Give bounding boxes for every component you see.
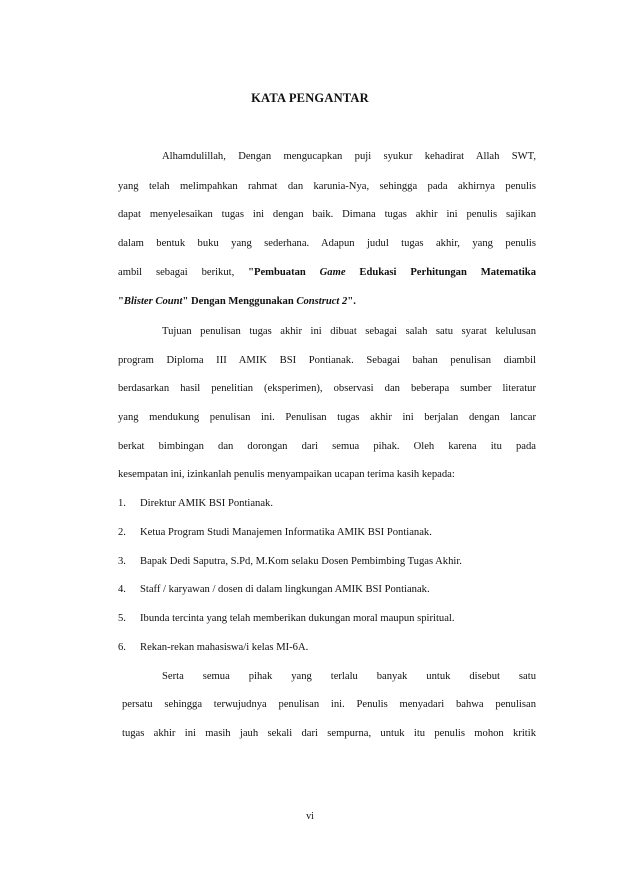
construct-name: Construct 2	[296, 296, 348, 307]
list-item-number: 3.	[118, 556, 126, 567]
list-item-number: 1.	[118, 498, 126, 509]
quote-close: ".	[347, 296, 356, 307]
para2-line-4: yang mendukung penulisan ini. Penulisan tugas akhir ini berjalan dengan lancar	[118, 412, 536, 423]
game-title-part-2: Edukasi Perhitungan Matematika	[345, 267, 536, 278]
page-title: KATA PENGANTAR	[251, 91, 369, 105]
para1-line-4: dalam bentuk buku yang sederhana. Adapun judul tugas akhir, yang penulis	[118, 238, 536, 249]
para1-line-6	[118, 295, 356, 309]
para2-line-1: Tujuan penulisan tugas akhir ini dibuat sebagai salah satu syarat kelulusan	[162, 326, 536, 337]
game-title-italic: Game	[319, 267, 346, 278]
para3-line-1: Serta semua pihak yang terlalu banyak untuk disebut satu	[162, 671, 536, 682]
para3-line-3: tugas akhir ini masih jauh sekali dari sempurna, untuk itu penulis mohon kritik	[122, 728, 536, 739]
list-item: Ibunda tercinta yang telah memberikan dukungan moral maupun spiritual.	[140, 613, 455, 624]
game-title-part-1: "Pembuatan	[248, 267, 320, 278]
para1-line-5	[118, 266, 536, 280]
para1-line-3: dapat menyelesaikan tugas ini dengan baik. Dimana tugas akhir ini penulis sajikan	[118, 209, 536, 220]
list-item: Ketua Program Studi Manajemen Informatika AMIK BSI Pontianak.	[140, 527, 432, 538]
quote-open: "	[118, 296, 124, 307]
list-item: Bapak Dedi Saputra, S.Pd, M.Kom selaku Dosen Pembimbing Tugas Akhir.	[140, 556, 462, 567]
list-item-number: 2.	[118, 527, 126, 538]
page-number: vi	[306, 811, 314, 822]
para2-line-5: berkat bimbingan dan dorongan dari semua pihak. Oleh karena itu pada	[118, 441, 536, 452]
game-title-part-3: " Dengan Menggunakan	[182, 296, 297, 307]
game-name: Blister Count	[123, 296, 183, 307]
list-item-number: 4.	[118, 584, 126, 595]
list-item-number: 6.	[118, 642, 126, 653]
para3-line-2: persatu sehingga terwujudnya penulisan ini. Penulis menyadari bahwa penulisan	[122, 699, 536, 710]
para1-line-5-text: ambil sebagai berikut,	[118, 267, 249, 278]
para1-line-1: Alhamdulillah, Dengan mengucapkan puji syukur kehadirat Allah SWT,	[162, 151, 536, 162]
para2-line-3: berdasarkan hasil penelitian (eksperimen), observasi dan beberapa sumber literatur	[118, 383, 536, 394]
para2-line-6: kesempatan ini, izinkanlah penulis menyampaikan ucapan terima kasih kepada:	[118, 469, 455, 480]
list-item: Direktur AMIK BSI Pontianak.	[140, 498, 274, 509]
list-item: Staff / karyawan / dosen di dalam lingkungan AMIK BSI Pontianak.	[140, 584, 430, 595]
para2-line-2: program Diploma III AMIK BSI Pontianak. Sebagai bahan penulisan diambil	[118, 355, 536, 366]
para1-line-2: yang telah melimpahkan rahmat dan karunia-Nya, sehingga pada akhirnya penulis	[118, 181, 536, 192]
list-item: Rekan-rekan mahasiswa/i kelas MI-6A.	[140, 642, 309, 653]
list-item-number: 5.	[118, 613, 126, 624]
